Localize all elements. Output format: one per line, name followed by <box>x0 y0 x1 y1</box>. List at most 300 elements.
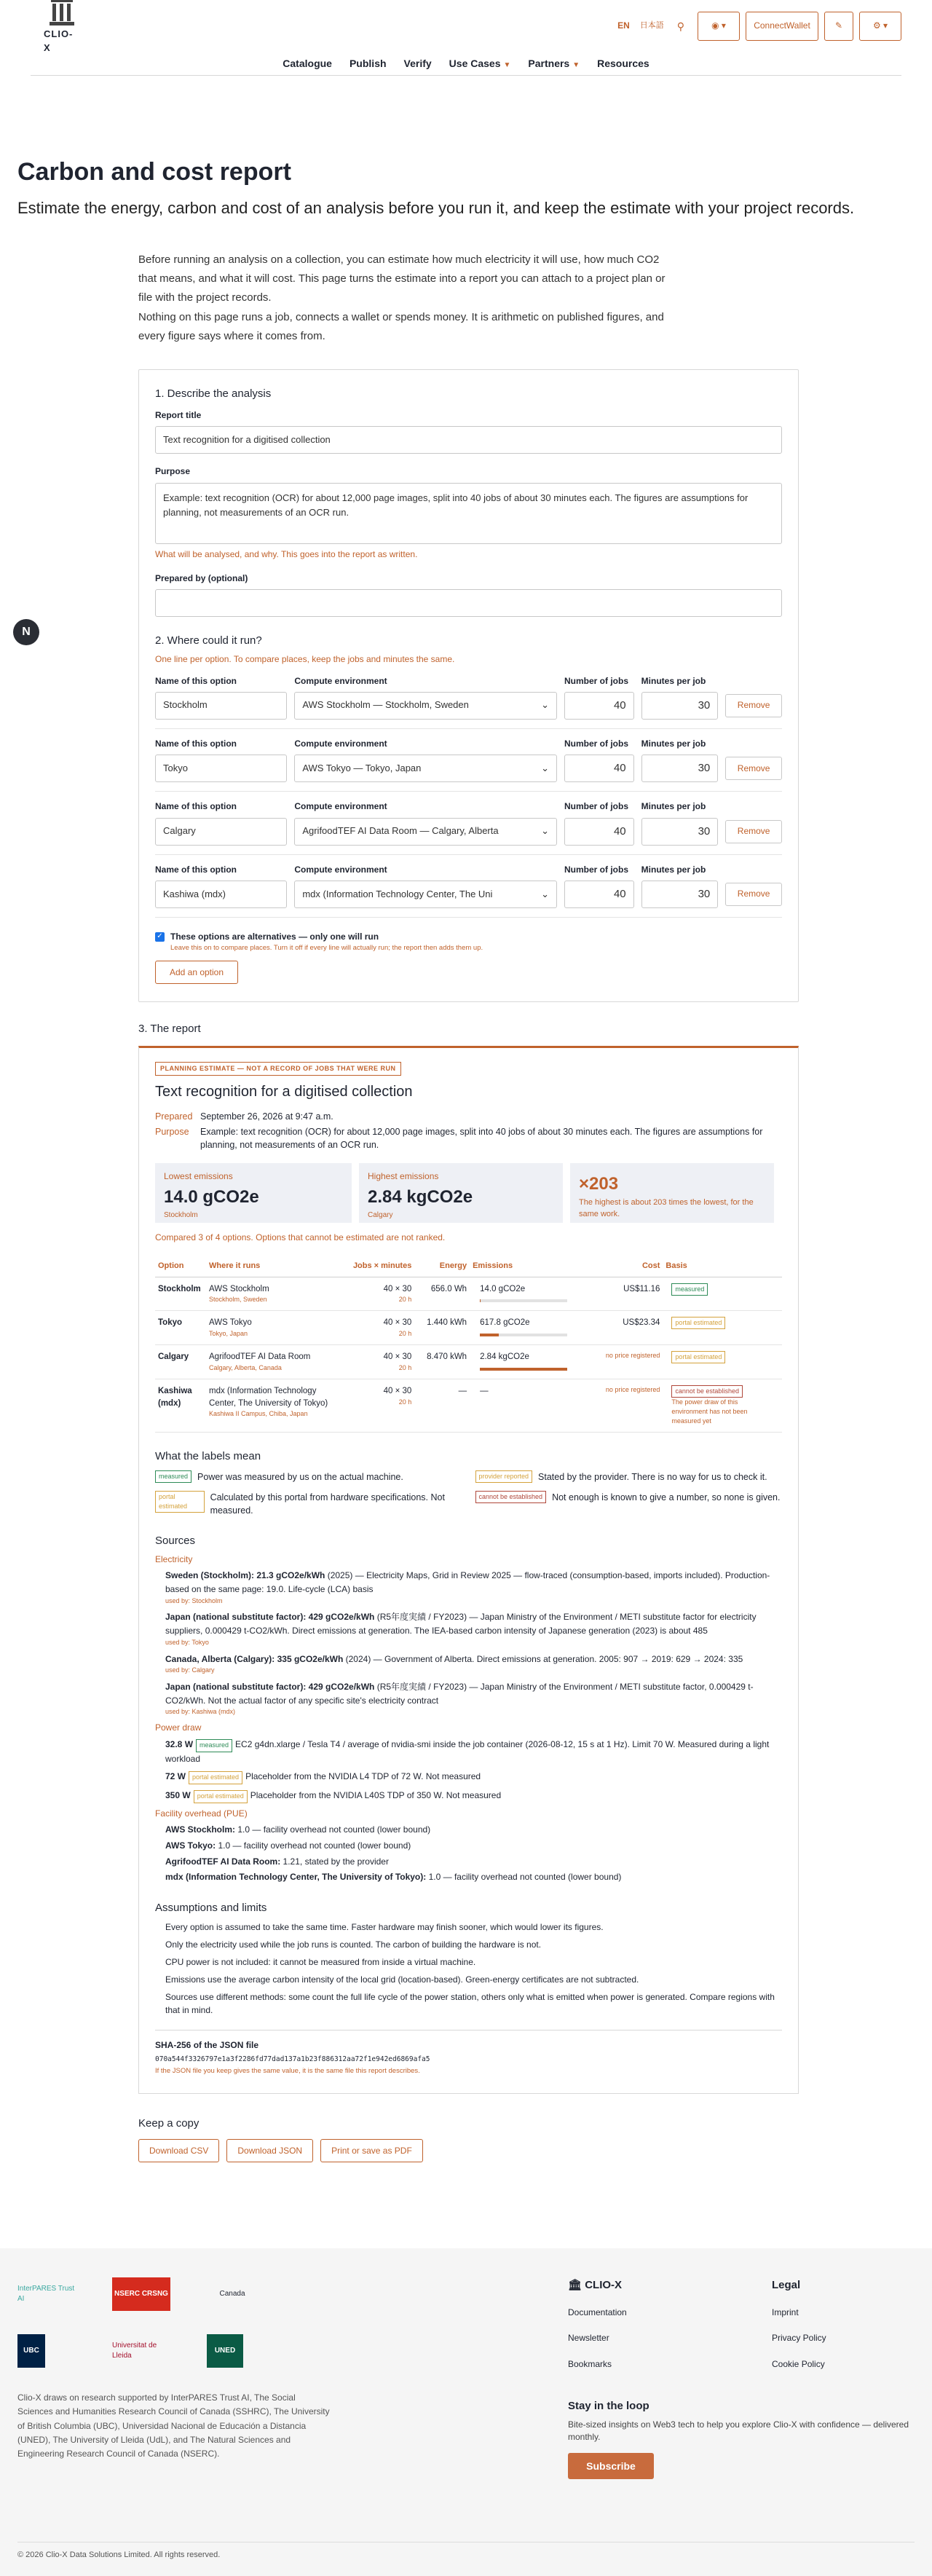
ratio-value: ×203 <box>579 1174 619 1194</box>
electricity-source <box>165 1610 782 1647</box>
emissions-bar-fill <box>480 1334 499 1336</box>
remove-option-button[interactable]: Remove <box>725 883 782 906</box>
footer-brand-text: CLIO-X <box>585 2279 623 2292</box>
highest-emissions-card <box>359 1163 563 1223</box>
lowest-emissions-option: Stockholm <box>164 1210 198 1219</box>
cell-option: Kashiwa (mdx) <box>155 1379 206 1432</box>
minutes-input[interactable] <box>641 755 719 782</box>
pue-site: AWS Tokyo: <box>165 1840 216 1851</box>
emissions-bar <box>480 1368 567 1371</box>
emissions-value: — <box>480 1386 489 1395</box>
source-factor: Sweden (Stockholm): 21.3 gCO2e/kWh <box>165 1570 325 1581</box>
power-source <box>165 1738 782 1766</box>
emissions-value: 617.8 gCO2e <box>480 1318 530 1328</box>
cell-energy: 656.0 Wh <box>414 1277 470 1311</box>
label-badge: provider reported <box>475 1470 533 1483</box>
prepared-by-input[interactable] <box>155 589 782 617</box>
cell-jobs <box>337 1311 414 1345</box>
chevron-down-icon: ▼ <box>503 61 511 70</box>
jobs-hours: 20 h <box>398 1398 412 1406</box>
compute-environment-select-value: mdx (Information Technology Center, The Uni <box>302 888 493 899</box>
field-label: Name of this option <box>155 675 237 686</box>
field-label: Name of this option <box>155 738 237 749</box>
uned-logo[interactable]: UNED <box>207 2334 243 2368</box>
option-field <box>641 864 719 908</box>
option-row <box>155 855 782 918</box>
basis-badge: measured <box>671 1283 708 1296</box>
cell-jobs <box>337 1345 414 1379</box>
electricity-heading: Electricity <box>155 1553 193 1564</box>
power-detail: Placeholder from the NVIDIA L4 TDP of 72 W. Not measured <box>245 1771 481 1782</box>
cell-basis <box>663 1345 782 1379</box>
cell-cost: no price registered <box>591 1345 663 1379</box>
field-label: Compute environment <box>294 738 387 749</box>
source-used-by: used by: Tokyo <box>165 1638 209 1646</box>
power-badge: portal estimated <box>194 1790 248 1803</box>
where-name: AWS Tokyo <box>209 1318 252 1328</box>
cell-jobs <box>337 1379 414 1432</box>
table-row <box>155 1277 782 1311</box>
option-name-input-value: Calgary <box>163 825 196 837</box>
jobs-hours: 20 h <box>398 1330 412 1338</box>
cell-jobs <box>337 1277 414 1311</box>
source-factor: Canada, Alberta (Calgary): 335 gCO2e/kWh <box>165 1653 344 1664</box>
brand-name: CLIO-X <box>44 28 74 53</box>
ratio-card <box>570 1163 774 1223</box>
keep-copy-heading: Keep a copy <box>138 2117 200 2130</box>
option-field <box>641 738 719 782</box>
label-entry <box>475 1470 783 1484</box>
table-header: Option <box>155 1256 206 1277</box>
tools-icon[interactable]: ✎ <box>824 12 853 41</box>
nav-catalogue[interactable]: Catalogue <box>283 58 332 70</box>
table-row <box>155 1345 782 1379</box>
minutes-input[interactable] <box>641 881 719 908</box>
table-header: Jobs × minutes <box>337 1256 414 1277</box>
electricity-sources <box>155 1569 782 1717</box>
field-label: Name of this option <box>155 801 237 812</box>
where-name: AWS Stockholm <box>209 1284 269 1293</box>
assumption-item: Emissions use the average carbon intensity of the local grid (location-based). Green-energy certificates are not subtracted. <box>165 1974 639 1985</box>
jobs-minutes: 40 × 30 <box>383 1318 412 1328</box>
field-label: Compute environment <box>294 801 387 812</box>
basis-badge: portal estimated <box>671 1351 725 1363</box>
compute-environment-select[interactable] <box>294 692 557 720</box>
label-entry <box>475 1491 783 1517</box>
subscribe-button[interactable]: Subscribe <box>568 2453 654 2479</box>
temple-logo-icon: 🏛 <box>568 2279 585 2292</box>
purpose-key: Purpose <box>155 1127 189 1138</box>
cell-emissions <box>470 1277 591 1311</box>
table-header: Basis <box>663 1256 782 1277</box>
footer-link-privacy[interactable]: Privacy Policy <box>772 2333 826 2344</box>
power-sources <box>155 1738 782 1803</box>
footer-link-cookie[interactable]: Cookie Policy <box>772 2358 825 2369</box>
cell-basis <box>663 1379 782 1432</box>
option-field <box>294 738 557 782</box>
jobs-input[interactable] <box>564 818 634 846</box>
keep-copy <box>138 2116 932 2162</box>
option-field <box>294 800 557 845</box>
interpares-logo[interactable]: InterPARES Trust AI <box>17 2284 75 2304</box>
print-pdf-button[interactable]: Print or save as PDF <box>320 2139 423 2162</box>
ratio-text: The highest is about 203 times the lowest, for the same work. <box>579 1198 754 1219</box>
option-field <box>155 800 287 845</box>
minutes-input-value: 30 <box>698 824 711 838</box>
emissions-value: 2.84 kgCO2e <box>480 1352 529 1362</box>
chevron-down-icon: ▼ <box>572 61 580 70</box>
field-label: Compute environment <box>294 675 387 686</box>
label-text: Not enough is known to give a number, so none is given. <box>552 1492 781 1502</box>
main-nav <box>31 52 901 76</box>
cell-emissions <box>470 1345 591 1379</box>
legal-heading: Legal <box>772 2279 801 2292</box>
alternatives-toggle[interactable] <box>155 931 782 953</box>
emissions-bar <box>480 1334 567 1336</box>
power-detail: Placeholder from the NVIDIA L40S TDP of 350 W. Not measured <box>250 1790 502 1801</box>
where-name: mdx (Information Technology Center, The University of Tokyo) <box>209 1386 328 1408</box>
comparison-table <box>155 1256 782 1433</box>
jobs-minutes: 40 × 30 <box>383 1386 412 1395</box>
options-list <box>155 666 782 918</box>
nav-publish[interactable]: Publish <box>349 58 387 70</box>
remove-option-button[interactable]: Remove <box>725 694 782 717</box>
power-detail: EC2 g4dn.xlarge / Tesla T4 / average of nvidia-smi inside the job container (2026-08-12, 15 s at 1 Hz). Limit 70 W. Measured during a light workload <box>165 1738 770 1764</box>
chevron-down-icon: ⌄ <box>541 888 549 899</box>
option-field <box>294 864 557 908</box>
globe-icon: ◉ ▾ <box>711 20 726 31</box>
footer-link-imprint[interactable]: Imprint <box>772 2307 799 2317</box>
lang-en[interactable]: EN <box>617 20 630 31</box>
page-lede: Estimate the energy, carbon and cost of an analysis before you run it, and keep the estimate with your project records. <box>17 198 855 217</box>
field-label: Number of jobs <box>564 675 629 686</box>
report-title: Text recognition for a digitised collection <box>155 1084 413 1100</box>
field-label: Name of this option <box>155 864 237 875</box>
emissions-bar <box>480 1299 567 1302</box>
source-detail: (2024) — Government of Alberta. Direct emissions at generation. 2005: 907 → 2019: 629 → 2024: 335 <box>343 1653 743 1664</box>
field-label: Minutes per job <box>641 738 706 749</box>
footer-funding-text: Clio-X draws on research supported by InterPARES Trust AI, The Social Sciences and Humanities Research Council of Canada (SSHRC), The University of British Columbia (UBC), Universidad Nacional de Educación a Distancia (UNED), The University of Lleida (UdL), and The Natural Sciences and Engineering Research Council of Canada (NSERC). <box>17 2392 330 2459</box>
add-option-button[interactable]: Add an option <box>155 961 238 984</box>
download-csv-button[interactable]: Download CSV <box>138 2139 219 2162</box>
nserc-logo[interactable]: NSERC CRSNG <box>112 2277 170 2311</box>
cell-emissions <box>470 1311 591 1345</box>
power-source <box>165 1789 782 1803</box>
intro-text <box>138 251 668 346</box>
source-used-by: used by: Kashiwa (mdx) <box>165 1708 236 1716</box>
table-row <box>155 1379 782 1432</box>
connect-wallet-button[interactable]: ConnectWallet <box>746 12 818 41</box>
where-name: AgrifoodTEF AI Data Room <box>209 1352 311 1362</box>
help-bubble-icon[interactable]: N <box>13 619 39 645</box>
footer-link-newsletter[interactable]: Newsletter <box>568 2333 609 2344</box>
table-row <box>155 1311 782 1345</box>
option-field <box>564 738 634 782</box>
option-field <box>294 675 557 720</box>
report-title-input[interactable]: Text recognition for a digitised collection <box>155 426 782 454</box>
cell-where <box>206 1379 337 1432</box>
page-title: Carbon and cost report <box>17 158 291 186</box>
intro-paragraph-1: Before running an analysis on a collection, you can estimate how much electricity it will use, how much CO2 that means, and what it will cost. This page turns the estimate into a report you can attach to a project plan or file with the project records. <box>138 253 666 304</box>
field-label: Number of jobs <box>564 738 629 749</box>
pue-detail: 1.0 — facility overhead not counted (lower bound) <box>426 1872 622 1883</box>
label-badge: measured <box>155 1470 191 1483</box>
jobs-hours: 20 h <box>398 1363 412 1371</box>
settings-button[interactable] <box>859 12 901 41</box>
nav-verify[interactable]: Verify <box>403 58 432 70</box>
emissions-value: 14.0 gCO2e <box>480 1284 526 1293</box>
nav-partners[interactable] <box>528 56 580 71</box>
compute-environment-select-value: AWS Tokyo — Tokyo, Japan <box>302 762 422 773</box>
assumption-item: CPU power is not included: it cannot be measured from inside a virtual machine. <box>165 1956 476 1967</box>
alternatives-label: These options are alternatives — only one will run <box>170 931 379 942</box>
minutes-input[interactable] <box>641 692 719 720</box>
emissions-bar-fill <box>480 1368 567 1371</box>
summary-stats <box>155 1163 782 1223</box>
chevron-down-icon: ⌄ <box>541 825 549 837</box>
jobs-minutes: 40 × 30 <box>383 1352 412 1362</box>
nav-partners-label: Partners <box>528 58 570 70</box>
cell-option: Stockholm <box>155 1277 206 1311</box>
cell-where <box>206 1311 337 1345</box>
option-field <box>641 675 719 720</box>
nav-resources[interactable]: Resources <box>597 58 649 70</box>
lowest-emissions-label: Lowest emissions <box>164 1171 233 1182</box>
jobs-input[interactable] <box>564 755 634 782</box>
compute-environment-select-value: AWS Stockholm — Stockholm, Sweden <box>302 699 469 711</box>
cell-energy: — <box>414 1379 470 1432</box>
option-name-input[interactable] <box>155 692 287 720</box>
compute-environment-select[interactable] <box>294 818 557 846</box>
lowest-emissions-card <box>155 1163 352 1223</box>
prepared-value: September 26, 2026 at 9:47 a.m. <box>200 1111 333 1122</box>
field-label: Compute environment <box>294 864 387 875</box>
label-entry <box>155 1491 462 1517</box>
section-report-heading: 3. The report <box>138 1023 201 1036</box>
report-form <box>138 369 799 1002</box>
compute-environment-select[interactable] <box>294 755 557 782</box>
where-place: Calgary, Alberta, Canada <box>209 1363 282 1371</box>
sha-block <box>155 2030 782 2076</box>
cell-where <box>206 1345 337 1379</box>
intro-paragraph-2: Nothing on this page runs a job, connects a wallet or spends money. It is arithmetic on published figures, and every figure says where it comes from. <box>138 310 664 342</box>
electricity-source <box>165 1680 782 1717</box>
cell-energy: 1.440 kWh <box>414 1311 470 1345</box>
label-text: Stated by the provider. There is no way for us to check it. <box>538 1471 767 1482</box>
highest-emissions-label: Highest emissions <box>368 1171 439 1182</box>
field-label: Minutes per job <box>641 801 706 812</box>
source-detail: (R5年度実績 / FY2023) — Japan Ministry of the Environment / METI substitute factor, 0.000429 t-CO2/kWh. Not the actual factor of any specific site's electricity contract <box>165 1682 754 1706</box>
report-title-label: Report title <box>155 409 202 420</box>
option-field <box>564 800 634 845</box>
cell-cost: US$11.16 <box>591 1277 663 1311</box>
highest-emissions-value: 2.84 kgCO2e <box>368 1186 473 1207</box>
section-describe-heading: 1. Describe the analysis <box>155 387 272 401</box>
remove-option-button[interactable]: Remove <box>725 757 782 780</box>
option-name-input-value: Tokyo <box>163 762 188 773</box>
option-row <box>155 666 782 729</box>
source-factor: Japan (national substitute factor): 429 gCO2e/kWh <box>165 1682 375 1693</box>
minutes-input-value: 30 <box>698 888 711 901</box>
option-field <box>564 675 634 720</box>
minutes-input-value: 30 <box>698 762 711 775</box>
source-used-by: used by: Calgary <box>165 1666 215 1674</box>
where-place: Stockholm, Sweden <box>209 1296 267 1304</box>
nav-use-cases-label: Use Cases <box>449 58 501 70</box>
sha-value[interactable]: 070a544f3326797e1a3f2286fd77dad137a1b23f886312aa72f1e942ed6869afa5 <box>155 2055 430 2063</box>
option-name-input[interactable] <box>155 818 287 846</box>
assumption-item: Every option is assumed to take the same time. Faster hardware may finish sooner, which would lower its figures. <box>165 1921 604 1932</box>
assumptions-heading: Assumptions and limits <box>155 1901 267 1914</box>
pue-heading: Facility overhead (PUE) <box>155 1808 248 1819</box>
sha-heading: SHA-256 of the JSON file <box>155 2039 259 2050</box>
emissions-bar-fill <box>480 1299 481 1302</box>
option-field <box>155 675 287 720</box>
source-detail: (R5年度実績 / FY2023) — Japan Ministry of the Environment / METI substitute factor for electricity suppliers, 0.000429 t-CO2/kWh. Direct emissions at generation. The IEA-based carbon intensity of Japanese generation (2023) is about 485 <box>165 1612 757 1636</box>
pue-site: AgrifoodTEF AI Data Room: <box>165 1856 281 1867</box>
clio-x-logo[interactable] <box>44 0 80 55</box>
newsletter-text: Bite-sized insights on Web3 tech to help you explore Clio-X with confidence — delivered monthly. <box>568 2419 909 2443</box>
assumption-item: Sources use different methods: some count the full life cycle of the power station, others only what is emitted when power is generated. Compare regions with that in mind. <box>165 1991 775 2015</box>
jobs-input-value: 40 <box>613 699 626 712</box>
power-value: 350 W <box>165 1790 191 1801</box>
compared-note: Compared 3 of 4 options. Options that cannot be estimated are not ranked. <box>155 1232 446 1243</box>
option-field <box>155 864 287 908</box>
pue-detail: 1.21, stated by the provider <box>280 1856 389 1867</box>
pue-site: mdx (Information Technology Center, The University of Tokyo): <box>165 1872 427 1883</box>
field-label: Minutes per job <box>641 864 706 875</box>
checkbox-checked-icon[interactable]: ✓ <box>155 932 165 942</box>
option-field <box>564 864 634 908</box>
nav-use-cases[interactable] <box>449 56 511 71</box>
jobs-input-value: 40 <box>613 762 626 775</box>
purpose-textarea[interactable]: Example: text recognition (OCR) for about 12,000 page images, split into 40 jobs of about 30 minutes each. The figures are assumptions for planning, not measurements of an OCR run. <box>155 483 782 544</box>
option-name-input[interactable] <box>155 755 287 782</box>
assumption-item: Only the electricity used while the job runs is counted. The carbon of building the hardware is not. <box>165 1939 542 1950</box>
jobs-input-value: 40 <box>613 888 626 901</box>
pue-sources <box>155 1823 782 1883</box>
field-label: Minutes per job <box>641 675 706 686</box>
option-name-input[interactable] <box>155 881 287 908</box>
sources-heading: Sources <box>155 1535 196 1548</box>
pue-site: AWS Stockholm: <box>165 1824 236 1835</box>
option-field <box>641 800 719 845</box>
footer <box>0 2248 932 2576</box>
labels-legend <box>155 1470 782 1517</box>
table-header: Where it runs <box>206 1256 337 1277</box>
network-selector-button[interactable] <box>698 12 740 41</box>
ubc-logo[interactable]: UBC <box>17 2334 45 2368</box>
newsletter-heading: Stay in the loop <box>568 2400 649 2413</box>
pue-source <box>165 1855 782 1869</box>
jobs-minutes: 40 × 30 <box>383 1284 412 1293</box>
minutes-input-value: 30 <box>698 699 711 712</box>
electricity-source <box>165 1653 782 1677</box>
cell-emissions <box>470 1379 591 1432</box>
field-label: Number of jobs <box>564 864 629 875</box>
label-text: Calculated by this portal from hardware specifications. Not measured. <box>210 1492 445 1516</box>
labels-heading: What the labels mean <box>155 1450 261 1463</box>
assumptions-list <box>165 1921 782 2017</box>
basis-badge: cannot be established <box>671 1385 743 1398</box>
pue-source <box>165 1870 782 1884</box>
jobs-input[interactable] <box>564 881 634 908</box>
option-name-input-value: Stockholm <box>163 699 208 711</box>
option-name-input-value: Kashiwa (mdx) <box>163 888 226 899</box>
compute-environment-select[interactable] <box>294 881 557 908</box>
label-badge: cannot be established <box>475 1491 547 1503</box>
cell-energy: 8.470 kWh <box>414 1345 470 1379</box>
prepared-key: Prepared <box>155 1111 193 1122</box>
table-header: Energy <box>414 1256 470 1277</box>
basis-badge: portal estimated <box>671 1317 725 1329</box>
chevron-down-icon: ⌄ <box>541 762 549 773</box>
purpose-value: Example: text recognition (OCR) for about 12,000 page images, split into 40 jobs of about 30 minutes each. The figures are assumptions for planning, not measurements of an OCR run. <box>200 1127 763 1151</box>
cell-cost: no price registered <box>591 1379 663 1432</box>
search-icon[interactable]: ⚲ <box>676 20 684 32</box>
canada-logo[interactable]: Canada <box>219 2289 245 2298</box>
pue-source <box>165 1839 782 1853</box>
option-row <box>155 729 782 792</box>
source-detail: (2025) — Electricity Maps, Grid in Review 2025 — flow-traced (consumption-based, imports included). Production-based on the same page: 19.0. Life-cycle (LCA) basis <box>165 1570 770 1594</box>
footer-link-documentation[interactable]: Documentation <box>568 2307 627 2317</box>
source-used-by: used by: Stockholm <box>165 1596 223 1604</box>
highest-emissions-option: Calgary <box>368 1210 393 1219</box>
cell-basis <box>663 1311 782 1345</box>
temple-logo-icon <box>48 0 76 26</box>
label-entry <box>155 1470 462 1484</box>
basis-note: The power draw of this environment has not been measured yet <box>671 1398 748 1425</box>
where-place: Kashiwa II Campus, Chiba, Japan <box>209 1410 308 1418</box>
pue-detail: 1.0 — facility overhead not counted (lower bound) <box>235 1824 431 1835</box>
report-panel <box>138 1046 799 2095</box>
purpose-hint: What will be analysed, and why. This goes into the report as written. <box>155 548 418 559</box>
planning-estimate-tag: PLANNING ESTIMATE — NOT A RECORD OF JOBS THAT WERE RUN <box>155 1062 401 1076</box>
table-header: Cost <box>591 1256 663 1277</box>
power-source <box>165 1770 782 1784</box>
lang-ja[interactable]: 日本語 <box>639 21 664 31</box>
footer-brand[interactable] <box>568 2277 714 2293</box>
lowest-emissions-value: 14.0 gCO2e <box>164 1186 259 1207</box>
prepared-by-label: Prepared by (optional) <box>155 572 248 583</box>
label-badge: portal estimated <box>155 1491 205 1513</box>
cell-basis <box>663 1277 782 1311</box>
pue-detail: 1.0 — facility overhead not counted (lower bound) <box>216 1840 411 1851</box>
power-value: 72 W <box>165 1771 186 1782</box>
electricity-source <box>165 1569 782 1606</box>
power-badge: measured <box>196 1739 232 1752</box>
where-place: Tokyo, Japan <box>209 1330 248 1338</box>
jobs-input[interactable] <box>564 692 634 720</box>
compute-environment-select-value: AgrifoodTEF AI Data Room — Calgary, Alberta <box>302 825 499 837</box>
minutes-input[interactable] <box>641 818 719 846</box>
field-label: Number of jobs <box>564 801 629 812</box>
top-bar <box>0 0 932 52</box>
cell-where <box>206 1277 337 1311</box>
chevron-down-icon: ⌄ <box>541 699 549 711</box>
pue-source <box>165 1823 782 1837</box>
power-badge: portal estimated <box>189 1771 242 1784</box>
download-json-button[interactable]: Download JSON <box>226 2139 313 2162</box>
sha-hint: If the JSON file you keep gives the same value, it is the same file this report describes. <box>155 2066 420 2075</box>
cell-option: Calgary <box>155 1345 206 1379</box>
power-heading: Power draw <box>155 1722 202 1733</box>
footer-link-bookmarks[interactable]: Bookmarks <box>568 2358 612 2369</box>
lleida-logo[interactable]: Universitat de Lleida <box>112 2341 157 2360</box>
purpose-label: Purpose <box>155 466 191 477</box>
copyright: © 2026 Clio-X Data Solutions Limited. All rights reserved. <box>17 2551 221 2560</box>
remove-option-button[interactable]: Remove <box>725 820 782 843</box>
